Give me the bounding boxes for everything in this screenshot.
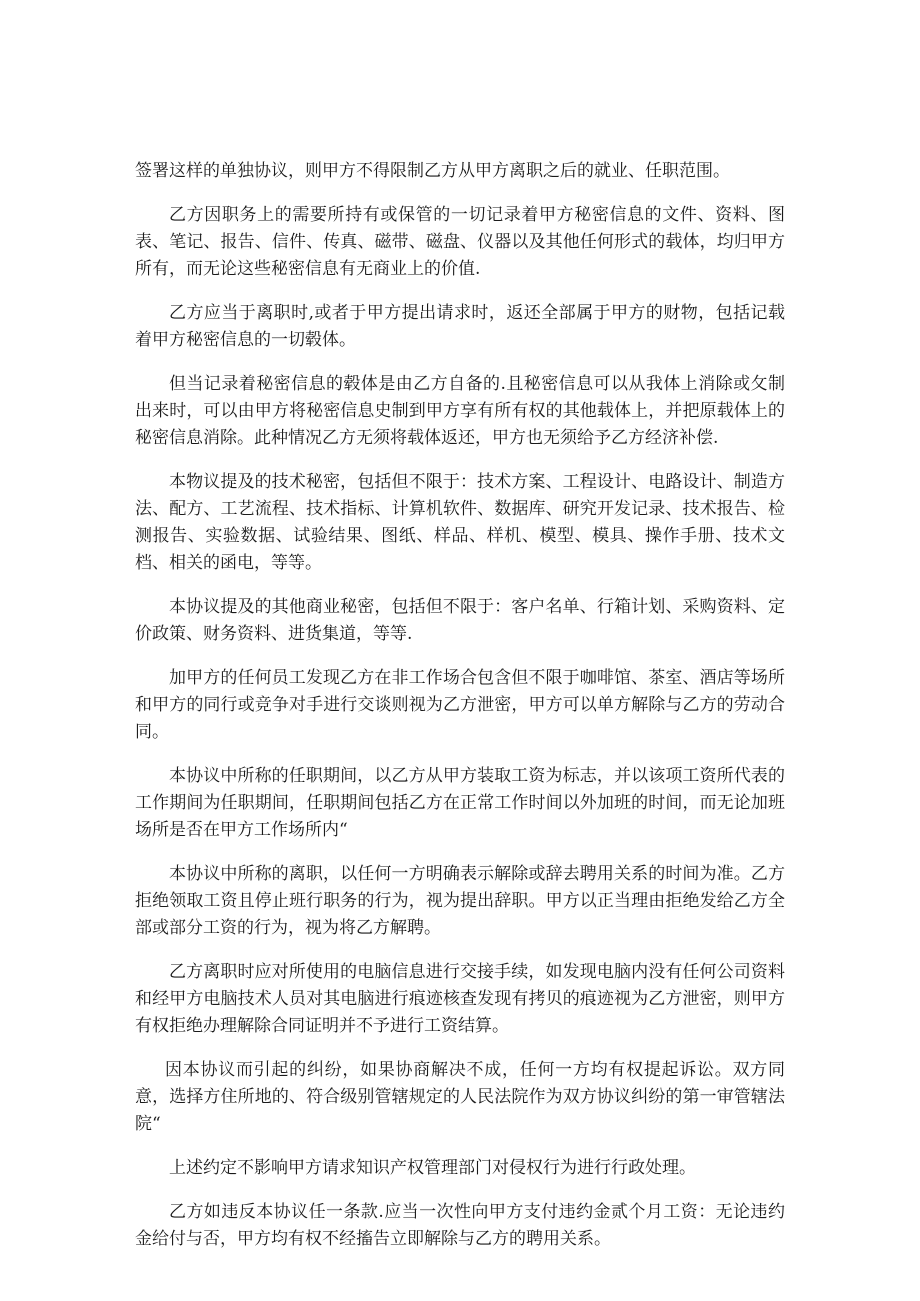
paragraph-technical-secrets: 本物议提及的技术秘密，包括但不限于：技术方案、工程设计、电路设计、制造方法、配方、工艺流程、技术指标、计算机软件、数据库、研究开发记录、技术报告、检测报告、实验数据、试验结果、图纸、样品、样机、模型、模具、操作手册、技术文档、相关的函电，等等。	[135, 472, 785, 573]
paragraph-business-secrets: 本协议提及的其他商业秘密，包括但不限于：客户名单、行箱计划、采购资料、定价政策、财务资料、进货集道，等等.	[135, 597, 785, 644]
paragraph-leak-conduct: 加甲方的任何员工发现乙方在非工作场合包含但不限于咖啡馆、茶室、酒店等场所和甲方的同行或竞争对手进行交谈则视为乙方泄密，甲方可以单方解除与乙方的劳动合同。	[135, 668, 785, 742]
document-body	[135, 158, 785, 1270]
paragraph-dispute-resolution: 因本协议而引起的纠纷，如果协商解决不成，任何一方均有权提起诉讼。双方同意，选择方住所地的、符合级别管辖规定的人民法院作为双方协议纠纷的第一审管辖法院“	[135, 1060, 785, 1134]
paragraph-employment-period: 本协议中所称的任职期间，以乙方从甲方装取工资为标志，并以该项工资所代表的工作期间为任职期间，任职期间包括乙方在正常工作时间以外加班的时间，而无论加班场所是否在甲方工作场所内“	[135, 766, 785, 840]
paragraph-return-property: 乙方应当于离职时,或者于甲方提出请求时，返还全部属于甲方的财物，包括记载着甲方秘密信息的一切毂体。	[135, 303, 785, 350]
paragraph-resignation-definition: 本协议中所称的离职，以任何一方明确表示解除或辞去聘用关系的时间为准。乙方拒绝领取工资且停止班行职务的行为，视为提出辞职。甲方以正当理由拒绝发给乙方全部或部分工资的行为，视为将乙方解聘。	[135, 864, 785, 938]
paragraph-administrative-handling: 上述约定不影响甲方请求知识产权管理部门对侵权行为进行行政处理。	[169, 1158, 696, 1178]
paragraph-carrier-ownership: 乙方因职务上的需要所持有或保管的一切记录着甲方秘密信息的文件、资料、图表、笔记、报告、信件、传真、磁带、磁盘、仪器以及其他任何形式的载体，均归甲方所有，而无论这些秘密信息有无商业上的价值.	[135, 205, 785, 279]
paragraph-employment-scope: 签署这样的单独协议，则甲方不得限制乙方从甲方离职之后的就业、任职范围。	[135, 161, 730, 181]
paragraph-breach-penalty: 乙方如违反本协议任一条款.应当一次性向甲方支付违约金贰个月工资：无论违约金给付与否，甲方均有权不经搐告立即解除与乙方的聘用关系。	[135, 1202, 785, 1249]
paragraph-computer-handover: 乙方离职时应对所使用的电脑信息进行交接手续，如发现电脑内没有任何公司资料和经甲方电脑技术人员对其电脑进行痕迹核查发现有拷贝的痕迹视为乙方泄密，则甲方有权拒绝办理解除合同证明并不予进行工资结算。	[135, 962, 785, 1036]
paragraph-self-provided-carrier: 但当记录着秘密信息的毂体是由乙方自备的.且秘密信息可以从我体上消除或攵制出来时，可以由甲方将秘密信息史制到甲方享有所有权的其他载体上，并把原载体上的秘密信息消除。此种情况乙方无须将载体返还，甲方也无须给予乙方经济补偿.	[135, 374, 785, 448]
